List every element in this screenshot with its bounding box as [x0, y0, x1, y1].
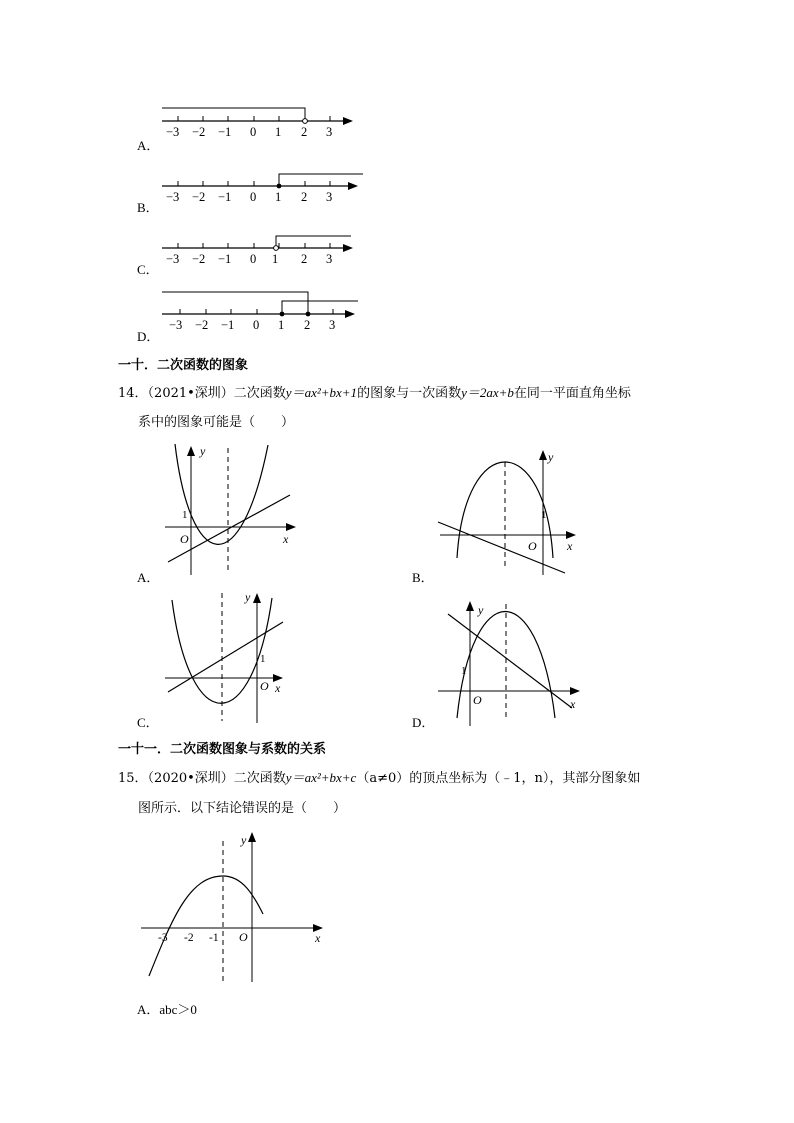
- x-axis-label: x: [315, 931, 321, 945]
- tick-label: −3: [166, 190, 180, 204]
- number-line-a: [162, 108, 353, 139]
- x-axis-label: x: [570, 697, 576, 711]
- intercept-label: 1: [461, 665, 467, 677]
- question-14-lead: 14．（2021•深圳）二次函数: [118, 386, 286, 401]
- number-line-d: [162, 292, 358, 332]
- option-label-c: C．: [137, 715, 159, 730]
- tick-label: −3: [169, 318, 183, 332]
- origin-label: O: [239, 930, 248, 944]
- y-axis-label: y: [245, 590, 251, 604]
- graph-option-d: [430, 596, 585, 730]
- question-14-stem: [118, 384, 631, 403]
- question-15-mid: 的顶点坐标为（﹣1，n），其部分图象如: [409, 771, 641, 786]
- question-15-formula: y＝ax²+bx+c: [285, 770, 357, 785]
- tick-label: 1: [275, 125, 282, 139]
- option-label-c: C．: [137, 262, 159, 277]
- y-axis-label: y: [548, 450, 554, 464]
- tick-label: −1: [218, 252, 232, 266]
- section-heading: 一十．二次函数的图象: [118, 358, 249, 373]
- number-lines-figure: [0, 95, 794, 350]
- graph-option-a: [160, 440, 305, 580]
- question-14-mid: 的图象与一次函数: [357, 386, 462, 401]
- graph-option-c: [160, 588, 300, 728]
- question-15-condition: （a≠0）: [356, 771, 410, 786]
- tick-label: −3: [166, 125, 180, 139]
- option-label-d: D．: [412, 715, 435, 730]
- graph-option-b: [430, 440, 580, 580]
- x-axis-label: x: [283, 532, 289, 546]
- tick-label: 0: [253, 318, 260, 332]
- tick-label: 3: [326, 252, 333, 266]
- option-label-a: A．: [137, 138, 160, 153]
- x-axis-label: x: [567, 539, 573, 553]
- tick-label: 0: [250, 190, 257, 204]
- tick-label: −2: [192, 252, 206, 266]
- number-line-b: [162, 174, 363, 204]
- option-label-a: A．: [137, 570, 160, 585]
- question-15-stem-line2: 图所示．以下结论错误的是（ ）: [138, 801, 347, 816]
- tick-label: −2: [192, 125, 206, 139]
- tick-label: −2: [192, 190, 206, 204]
- option-label-b: B．: [412, 570, 434, 585]
- tick-label: 1: [272, 252, 279, 266]
- tick-label: -1: [209, 932, 219, 944]
- tick-label: -2: [184, 932, 194, 944]
- origin-label: O: [260, 679, 269, 693]
- origin-label: O: [473, 693, 482, 707]
- question-15-option-a: A．abc＞0: [137, 1002, 197, 1017]
- tick-label: 0: [250, 252, 257, 266]
- tick-label: 2: [301, 252, 308, 266]
- tick-label: 2: [304, 318, 311, 332]
- tick-label: −1: [218, 190, 232, 204]
- tick-label: 0: [250, 125, 257, 139]
- tick-label: −1: [221, 318, 235, 332]
- intercept-label: 1: [260, 653, 266, 665]
- question-15-lead: 15．（2020•深圳）二次函数: [118, 771, 286, 786]
- question-15-stem: [118, 769, 640, 788]
- number-line-c: [162, 236, 353, 266]
- y-axis-label: y: [241, 833, 247, 847]
- y-axis-label: y: [200, 444, 206, 458]
- tick-label: 1: [275, 190, 282, 204]
- tick-label: 2: [301, 190, 308, 204]
- tick-label: 1: [278, 318, 285, 332]
- x-axis-label: x: [275, 681, 281, 695]
- intercept-label: 1: [182, 509, 188, 521]
- option-label-d: D．: [137, 329, 160, 344]
- question-14-stem-line2: 系中的图象可能是（ ）: [138, 415, 295, 430]
- intercept-label: 1: [541, 509, 547, 521]
- section-heading: 一十一．二次函数图象与系数的关系: [118, 742, 327, 757]
- tick-label: −3: [166, 252, 180, 266]
- origin-label: O: [180, 532, 189, 546]
- tick-label: −1: [218, 125, 232, 139]
- tick-label: 2: [301, 125, 308, 139]
- tick-label: 3: [326, 190, 333, 204]
- tick-label: 3: [326, 125, 333, 139]
- tick-label: 3: [329, 318, 336, 332]
- tick-label: -3: [158, 932, 168, 944]
- question-15-graph: [135, 826, 335, 986]
- question-14-formula-quadratic: y＝ax²+bx+1: [285, 385, 358, 400]
- question-14-tail: 在同一平面直角坐标: [513, 386, 631, 401]
- y-axis-label: y: [478, 603, 484, 617]
- option-label-b: B．: [137, 200, 159, 215]
- tick-label: −2: [195, 318, 209, 332]
- question-14-formula-linear: y＝2ax+b: [461, 385, 514, 400]
- origin-label: O: [528, 539, 537, 553]
